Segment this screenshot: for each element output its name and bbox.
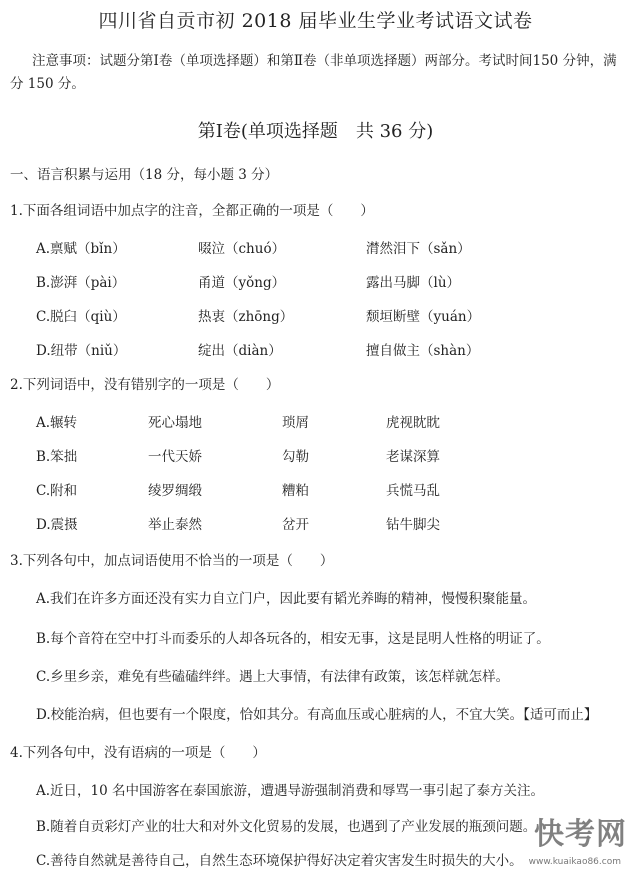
notice-paragraph: 注意事项：试题分第Ⅰ卷（单项选择题）和第Ⅱ卷（非单项选择题）两部分。考试时间150 分钟，满分 150 分。 [10,53,617,92]
q1-a-3: 潸然泪下（sǎn） [366,241,471,257]
q2-a-2: 死心塌地 [148,415,202,431]
q4-stem: 4.下列各句中，没有语病的一项是（ ） [10,745,266,761]
q2-a-4: 虎视眈眈 [386,415,440,431]
q2-d-2: 举止泰然 [148,517,202,533]
q3-option-d: D.校能治病，但也要有一个限度，恰如其分。有高血压或心脏病的人，不宜大笑。【适可而止】 [36,707,598,723]
q3-stem: 3.下列各句中，加点词语使用不恰当的一项是（ ） [10,553,334,569]
q1-d-3: 擅自做主（shàn） [366,343,480,359]
q2-b-1: B.笨拙 [36,449,78,465]
section-title: 第Ⅰ卷(单项选择题 共 36 分) [197,121,434,142]
q2-b-3: 勾勒 [282,449,309,465]
q2-c-1: C.附和 [36,483,78,499]
q2-c-4: 兵慌马乱 [386,483,440,499]
q3-option-a: A.我们在许多方面还没有实力自立门户，因此要有韬光养晦的精神，慢慢积聚能量。 [36,591,537,607]
part-heading: 一、语言积累与运用（18 分，每小题 3 分） [10,167,279,183]
q2-a-3: 琐屑 [282,415,309,431]
q1-d-2: 绽出（diàn） [198,343,282,359]
q1-d-1: D.纽带（niǔ） [36,343,127,359]
watermark-logo: 快考网 [534,817,627,852]
q1-a-2: 啜泣（chuó） [198,241,286,257]
q1-c-3: 颓垣断壁（yuán） [366,309,481,325]
q4-option-b: B.随着自贡彩灯产业的壮大和对外文化贸易的发展，也遇到了产业发展的瓶颈问题。 [36,819,537,835]
q2-c-3: 糟粕 [282,483,309,499]
q3-option-b: B.每个音符在空中打斗而委乐的人却各玩各的，相安无事，这是昆明人性格的明证了。 [36,631,550,647]
q1-c-1: C.脱臼（qiù） [36,309,126,325]
q2-b-2: 一代天娇 [148,449,202,465]
q3-option-c: C.乡里乡亲，难免有些磕磕绊绊。遇上大事情，有法律有政策，该怎样就怎样。 [36,669,510,685]
q2-d-3: 岔开 [282,517,309,533]
q4-option-a: A.近日，10 名中国游客在泰国旅游，遭遇导游强制消费和辱骂一事引起了泰方关注。 [36,783,545,799]
q2-a-1: A.辗转 [36,415,78,431]
q2-d-4: 钻牛脚尖 [386,517,440,533]
q1-a-1: A.禀赋（bǐn） [36,241,126,257]
q2-c-2: 绫罗绸缎 [148,483,202,499]
q1-stem: 1.下面各组词语中加点字的注音，全都正确的一项是（ ） [10,203,374,219]
q4-option-c: C.善待自然就是善待自己，自然生态环境保护得好决定着灾害发生时损失的大小。 [36,853,523,869]
watermark-url: www.kuaikao86.com [528,857,621,867]
exam-title: 四川省自贡市初 2018 届毕业生学业考试语文试卷 [98,10,533,32]
q1-b-3: 露出马脚（lù） [366,275,461,291]
q1-b-1: B.澎湃（pài） [36,275,126,291]
q2-stem: 2.下列词语中，没有错别字的一项是（ ） [10,377,280,393]
q1-b-2: 甬道（yǒng） [198,275,286,291]
q1-c-2: 热衷（zhōng） [198,309,294,325]
q2-b-4: 老谋深算 [386,449,440,465]
q2-d-1: D.震摄 [36,517,78,533]
